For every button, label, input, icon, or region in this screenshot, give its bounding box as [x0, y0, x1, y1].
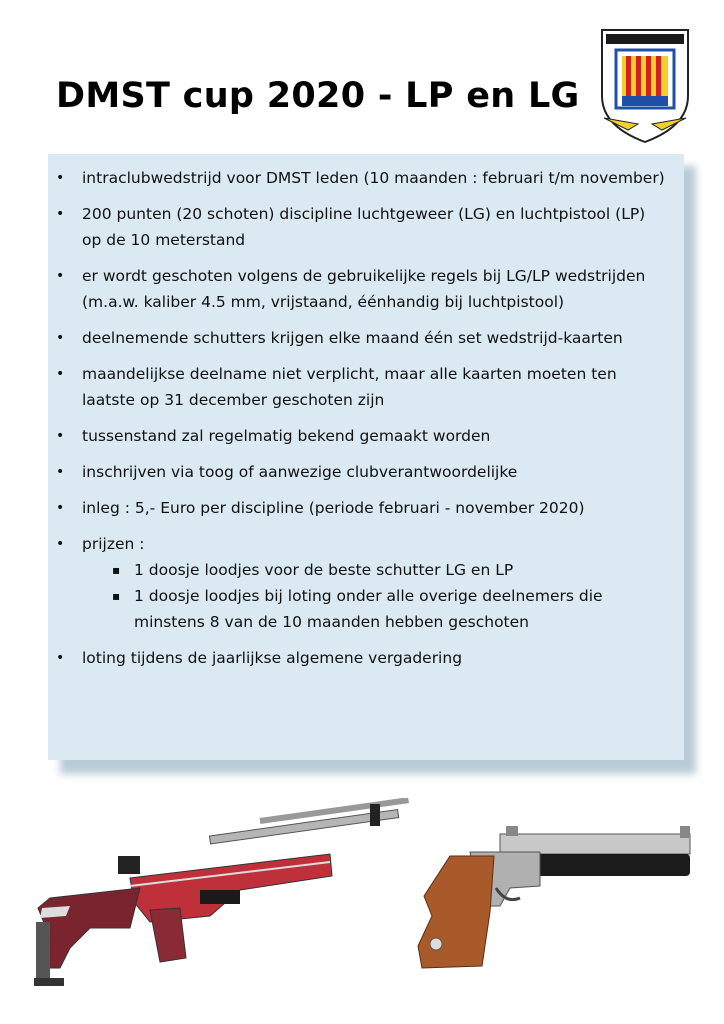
list-item: • inleg : 5,- Euro per discipline (periode februari - november 2020)	[48, 495, 668, 521]
page-title: DMST cup 2020 - LP en LG	[56, 76, 580, 116]
air-rifle-image	[30, 798, 410, 998]
list-item: • deelnemende schutters krijgen elke maand één set wedstrijd-kaarten	[48, 325, 668, 351]
list-item: • er wordt geschoten volgens de gebruikelijke regels bij LG/LP wedstrijden (m.a.w. kaliber 4.5 mm, vrijstaand, éénhandig bij luchtpistool)	[48, 263, 668, 315]
list-item: • inschrijven via toog of aanwezige clubverantwoordelijke	[48, 459, 668, 485]
prize-item: ▪ 1 doosje loodjes bij loting onder alle overige deelnemers die minstens 8 van de 10 maanden hebben geschoten	[82, 583, 668, 635]
rules-list	[48, 165, 668, 681]
prize-item: ▪ 1 doosje loodjes voor de beste schutter LG en LP	[82, 557, 668, 583]
club-logo	[598, 26, 692, 146]
list-item: • intraclubwedstrijd voor DMST leden (10 maanden : februari t/m november)	[48, 165, 668, 191]
rules-panel	[48, 154, 684, 760]
list-item: • tussenstand zal regelmatig bekend gemaakt worden	[48, 423, 668, 449]
list-item: • loting tijdens de jaarlijkse algemene vergadering	[48, 645, 668, 671]
list-item: • prijzen : ▪ 1 doosje loodjes voor de beste schutter LG en LP ▪ 1 doosje loodjes bij loting onder alle overige deelnemers die minstens 8 van de 10 maanden hebben geschoten	[48, 531, 668, 635]
list-item: • maandelijkse deelname niet verplicht, maar alle kaarten moeten ten laatste op 31 december geschoten zijn	[48, 361, 668, 413]
prizes-list	[82, 557, 668, 635]
list-item: • 200 punten (20 schoten) discipline luchtgeweer (LG) en luchtpistool (LP) op de 10 meterstand	[48, 201, 668, 253]
air-pistol-image	[410, 816, 700, 976]
